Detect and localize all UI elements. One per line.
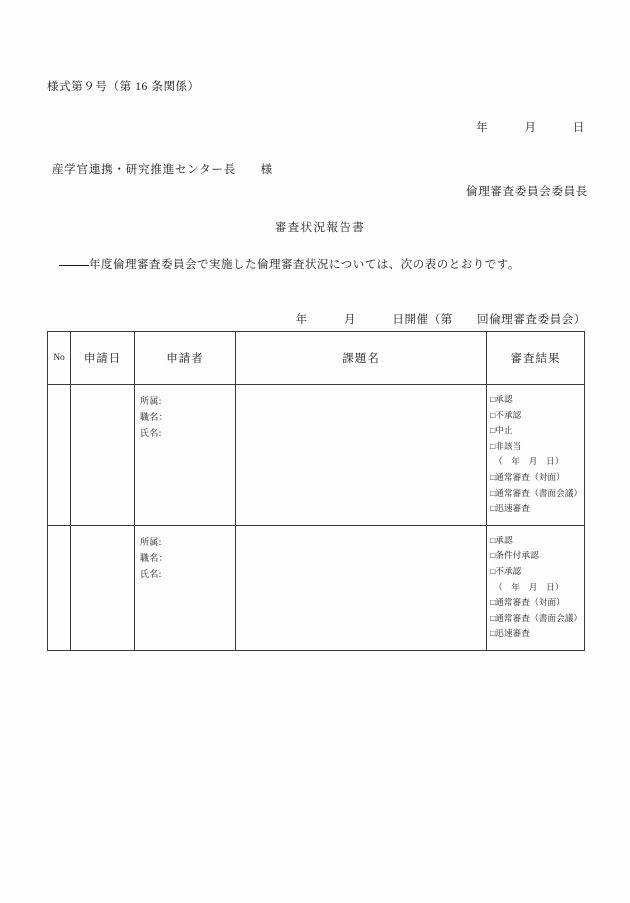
result-option[interactable] bbox=[490, 392, 582, 408]
result-option[interactable] bbox=[490, 626, 582, 642]
table-body bbox=[48, 385, 585, 651]
header-no: No bbox=[48, 332, 71, 385]
cell-applicant[interactable] bbox=[135, 385, 236, 526]
header-result: 審査結果 bbox=[487, 332, 585, 385]
cell-no[interactable] bbox=[48, 525, 71, 650]
body-paragraph-text: 年度倫理審査委員会で実施した倫理審査状況については、次の表のとおりです。 bbox=[89, 259, 520, 271]
result-option-label: 通常審査（書面会議） bbox=[495, 487, 583, 498]
cell-no-value bbox=[48, 385, 70, 403]
cell-subject[interactable] bbox=[236, 525, 487, 650]
table-header-row bbox=[48, 332, 585, 385]
result-option-label: 迅速審査 bbox=[495, 628, 531, 639]
table-row bbox=[48, 525, 585, 650]
cell-application-date[interactable] bbox=[71, 525, 135, 650]
cell-no-value bbox=[48, 526, 70, 544]
cell-subject[interactable] bbox=[236, 385, 487, 526]
cell-result bbox=[487, 525, 585, 650]
result-option[interactable] bbox=[490, 501, 582, 517]
addressee-line: 産学官連携・研究推進センター長 様 bbox=[52, 164, 273, 176]
checkbox-icon[interactable]: □ bbox=[490, 565, 496, 576]
header-applicant: 申請者 bbox=[135, 332, 236, 385]
applicant-fields bbox=[135, 385, 235, 451]
applicant-position: 職名： bbox=[140, 412, 169, 422]
header-application-date: 申請日 bbox=[71, 332, 135, 385]
header-subject: 課題名 bbox=[236, 332, 487, 385]
checkbox-icon[interactable]: □ bbox=[490, 597, 496, 608]
body-paragraph bbox=[47, 256, 520, 272]
result-option[interactable] bbox=[490, 611, 582, 627]
review-status-table bbox=[47, 331, 585, 651]
checkbox-icon[interactable]: □ bbox=[490, 503, 496, 514]
table-row bbox=[48, 385, 585, 526]
cell-subject-value bbox=[236, 385, 486, 403]
form-number: 様式第９号（第 16 条関係） bbox=[47, 81, 200, 93]
checkbox-icon[interactable]: □ bbox=[490, 612, 496, 623]
cell-no[interactable] bbox=[48, 385, 71, 526]
cell-application-date-value bbox=[71, 526, 134, 544]
document-title: 審査状況報告書 bbox=[274, 222, 366, 234]
applicant-affiliation: 所属: bbox=[140, 396, 162, 406]
result-option-label: 迅速審査 bbox=[495, 503, 531, 514]
result-option[interactable] bbox=[490, 548, 582, 564]
result-date-blank[interactable] bbox=[490, 580, 582, 596]
result-checkbox-group bbox=[487, 385, 584, 525]
cell-applicant[interactable] bbox=[135, 525, 236, 650]
result-option[interactable] bbox=[490, 595, 582, 611]
result-option[interactable] bbox=[490, 470, 582, 486]
applicant-position: 職名： bbox=[140, 552, 169, 563]
result-option-label: 通常審査（書面会議） bbox=[495, 612, 583, 623]
cell-application-date[interactable] bbox=[71, 385, 135, 526]
meeting-date-line: 年 月 日開催（第 回倫理審査委員会） bbox=[295, 314, 586, 326]
checkbox-icon[interactable]: □ bbox=[490, 425, 496, 436]
checkbox-icon[interactable]: □ bbox=[490, 471, 496, 482]
result-option[interactable] bbox=[490, 439, 582, 455]
applicant-name: 氏名: bbox=[140, 428, 162, 438]
checkbox-icon[interactable]: □ bbox=[490, 487, 496, 498]
result-option[interactable] bbox=[490, 408, 582, 424]
result-option[interactable] bbox=[490, 423, 582, 439]
checkbox-icon[interactable]: □ bbox=[490, 550, 496, 561]
result-option-label: 不承認 bbox=[495, 565, 522, 576]
result-option-label: 通常審査（対面） bbox=[495, 471, 565, 482]
cell-application-date-value bbox=[71, 385, 134, 403]
checkbox-icon[interactable]: □ bbox=[490, 628, 496, 639]
result-option[interactable] bbox=[490, 486, 582, 502]
applicant-fields bbox=[135, 526, 235, 592]
result-option-label: 条件付承認 bbox=[495, 550, 539, 561]
checkbox-icon[interactable]: □ bbox=[490, 534, 496, 545]
checkbox-icon[interactable]: □ bbox=[490, 440, 496, 451]
applicant-name: 氏名: bbox=[140, 568, 162, 579]
result-option-label: 中止 bbox=[495, 425, 513, 436]
applicant-affiliation: 所属: bbox=[140, 536, 162, 547]
result-option-label: 承認 bbox=[495, 394, 513, 404]
table-header bbox=[48, 332, 585, 385]
checkbox-icon[interactable]: □ bbox=[490, 409, 496, 420]
fiscal-year-blank bbox=[59, 265, 89, 266]
result-checkbox-group bbox=[487, 526, 584, 650]
checkbox-icon[interactable]: □ bbox=[490, 394, 496, 404]
sender-line: 倫理審査委員会委員長 bbox=[466, 186, 588, 198]
cell-result bbox=[487, 385, 585, 526]
result-option-label: 非該当 bbox=[495, 440, 522, 451]
result-option[interactable] bbox=[490, 564, 582, 580]
cell-subject-value bbox=[236, 526, 486, 544]
result-date-label: （ 年 月 日） bbox=[494, 581, 564, 592]
result-option-label: 承認 bbox=[495, 534, 513, 545]
result-option[interactable] bbox=[490, 533, 582, 549]
result-option-label: 通常審査（対面） bbox=[495, 597, 565, 608]
result-date-label: （ 年 月 日） bbox=[494, 456, 564, 467]
issue-date-line: 年 月 日 bbox=[476, 122, 585, 134]
result-option-label: 不承認 bbox=[495, 409, 522, 420]
result-date-blank[interactable] bbox=[490, 454, 582, 470]
